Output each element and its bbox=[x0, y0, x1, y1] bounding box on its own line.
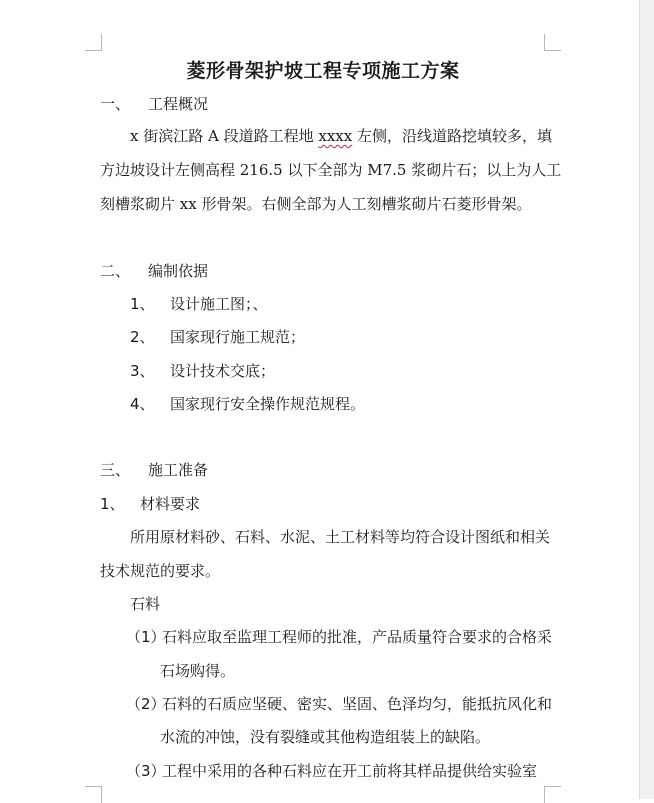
list-item[interactable]: 4、 国家现行安全操作规范规程。 bbox=[130, 395, 366, 413]
section-3-title: 施工准备 bbox=[148, 461, 209, 479]
window-right-edge bbox=[639, 0, 654, 799]
section-1-number: 一、 bbox=[100, 95, 131, 113]
section-1-para-line-2[interactable]: 方边坡设计左侧高程 216.5 以下全部为 M7.5 浆砌片石；以上为人工 bbox=[100, 161, 562, 179]
subsection-1-heading[interactable]: 1、 材料要求 bbox=[100, 495, 201, 513]
section-1-para-line-3[interactable]: 刻槽浆砌片 xx 形骨架。右侧全部为人工刻槽浆砌片石菱形骨架。 bbox=[100, 195, 532, 213]
list-item[interactable]: （1）石料应取至监理工程师的批准，产品质量符合要求的合格采 bbox=[126, 628, 553, 646]
section-2-title: 编制依据 bbox=[148, 262, 209, 280]
section-1-heading[interactable] bbox=[100, 94, 208, 114]
list-item[interactable]: 2、 国家现行施工规范； bbox=[130, 328, 306, 346]
section-1-title: 工程概况 bbox=[148, 95, 209, 113]
list-item[interactable]: （2）石料的石质应坚硬、密实、坚固、色泽均匀，能抵抗风化和 bbox=[126, 695, 553, 713]
section-2-number: 二、 bbox=[100, 262, 131, 280]
list-item[interactable]: 3、 设计技术交底； bbox=[130, 362, 276, 380]
margin-corner-bottom-left bbox=[85, 786, 102, 803]
margin-corner-bottom-right bbox=[544, 786, 561, 803]
section-3-para-line-1[interactable]: 所用原材料砂、石料、水泥、土工材料等均符合设计图纸和相关 bbox=[130, 528, 551, 546]
list-item-continuation[interactable]: 石场购得。 bbox=[160, 662, 236, 680]
section-3-heading[interactable] bbox=[100, 460, 208, 480]
document-title[interactable]: 菱形骨架护坡工程专项施工方案 bbox=[186, 60, 460, 82]
section-3-number: 三、 bbox=[100, 461, 131, 479]
spellcheck-underlined-word: xxxx bbox=[318, 127, 353, 145]
margin-corner-top-right bbox=[544, 34, 561, 51]
section-3-para-line-2[interactable]: 技术规范的要求。 bbox=[100, 562, 221, 580]
stone-heading[interactable]: 石料 bbox=[130, 595, 161, 613]
list-item-continuation[interactable]: 水流的冲蚀，没有裂缝或其他构造组装上的缺陷。 bbox=[160, 728, 491, 746]
section-1-para-line-1[interactable]: x 街滨江路 A 段道路工程地 xxxx 左侧，沿线道路挖填较多，填 bbox=[130, 127, 552, 145]
list-item[interactable]: （3）工程中采用的各种石料应在开工前将其样品提供给实验室 bbox=[126, 762, 538, 780]
list-item[interactable]: 1、 设计施工图；、 bbox=[130, 295, 268, 313]
section-2-heading[interactable] bbox=[100, 261, 208, 281]
margin-corner-top-left bbox=[85, 34, 102, 51]
